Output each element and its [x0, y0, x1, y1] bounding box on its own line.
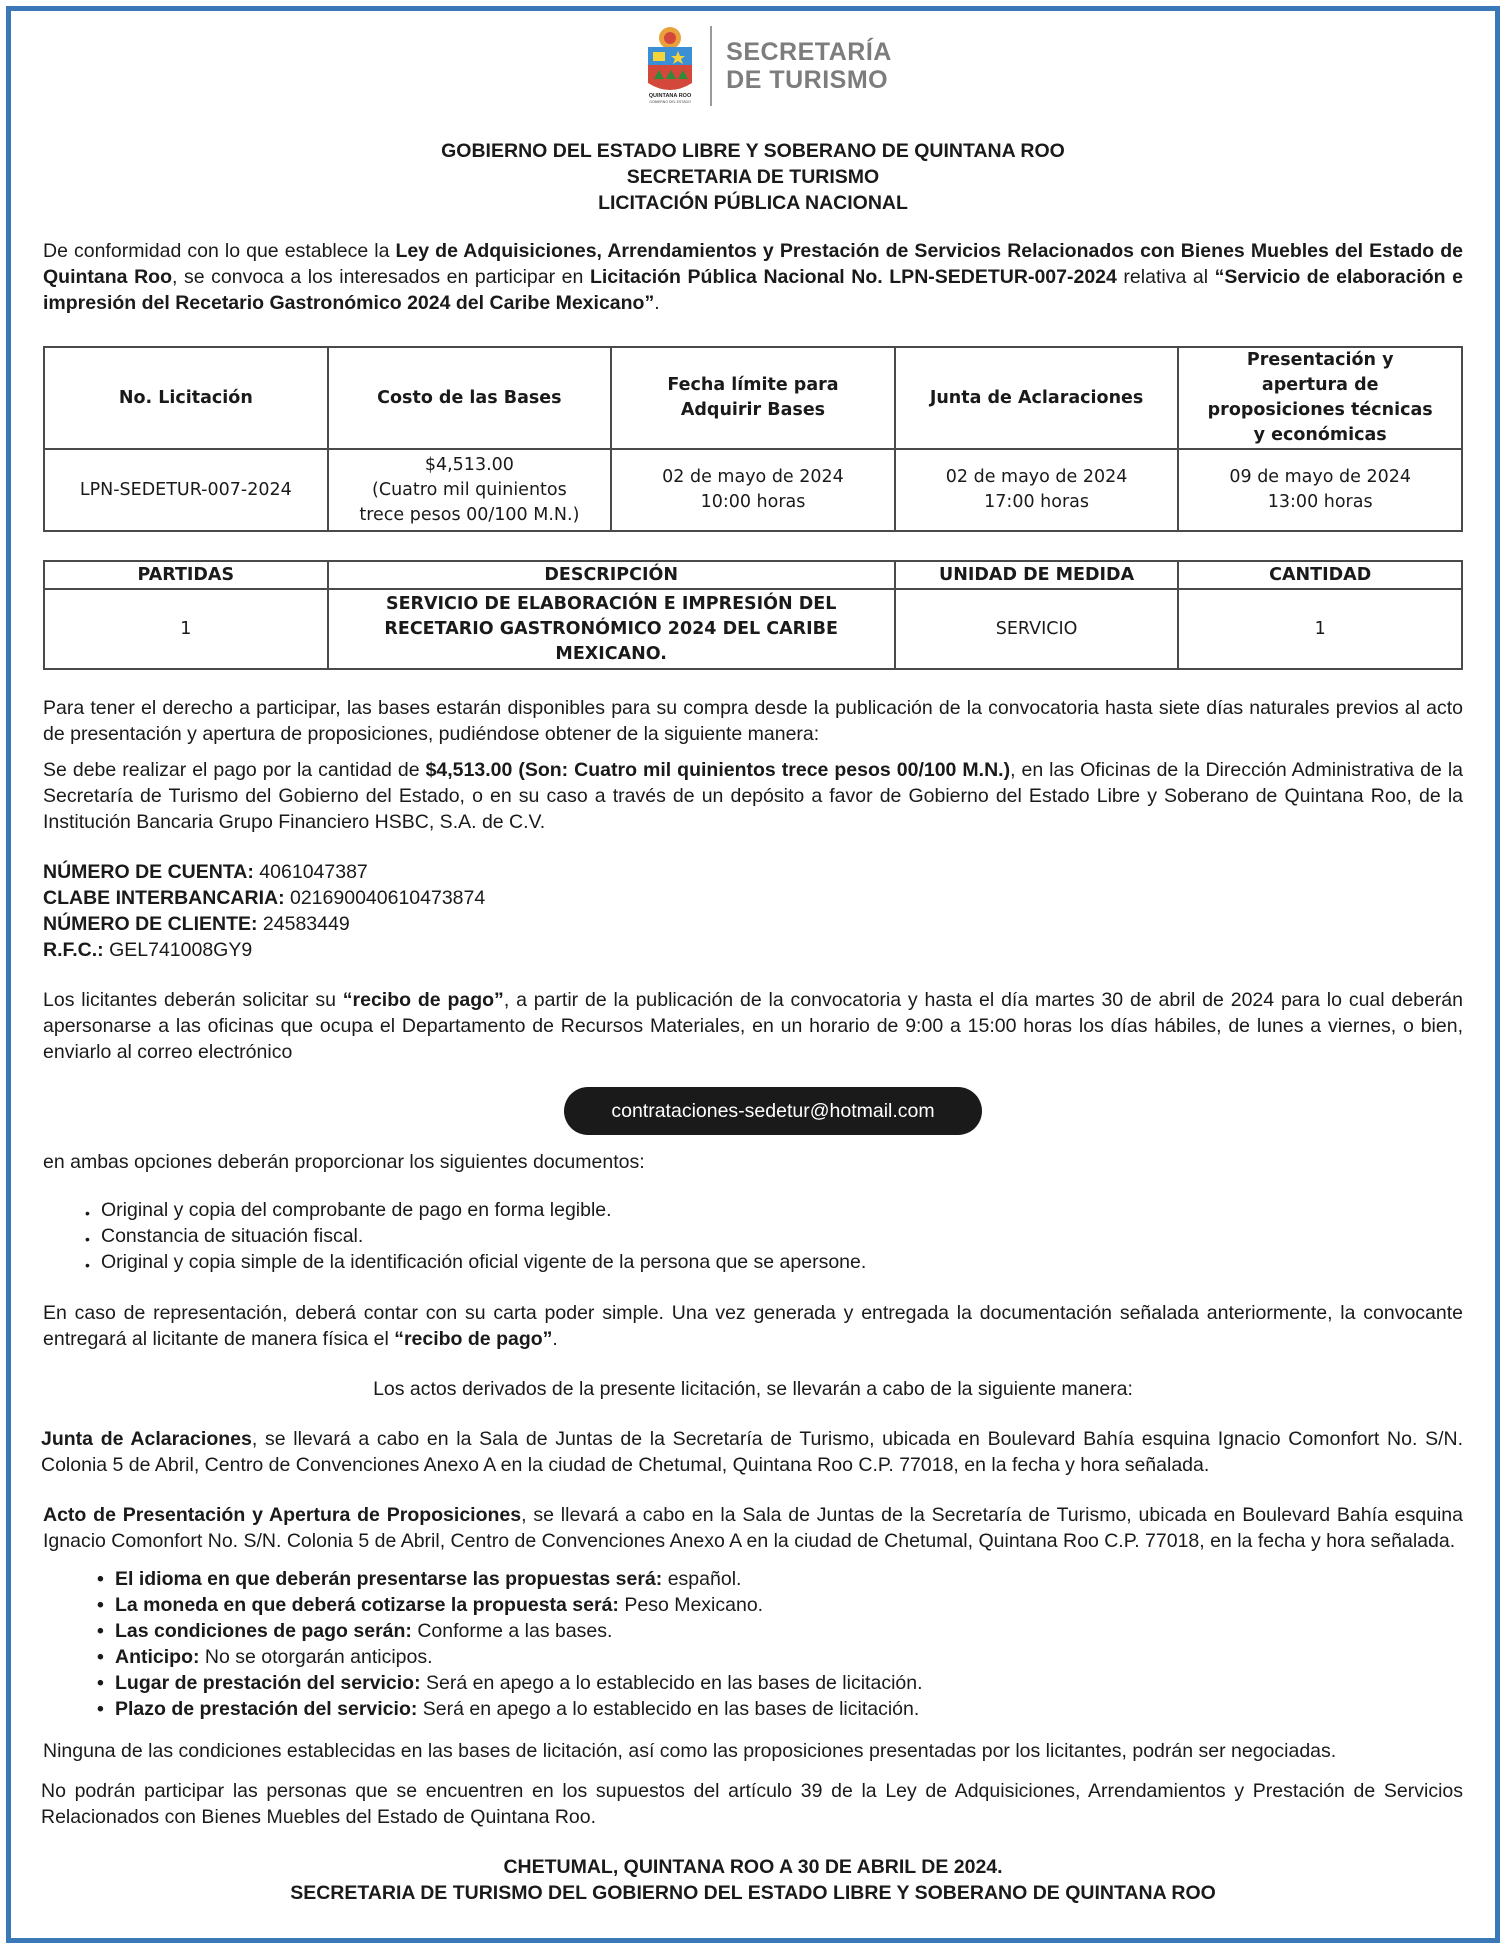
- list-item: • Lugar de prestación del servicio: Será en apego a lo establecido en las bases de licitación.: [115, 1670, 1463, 1696]
- list-item: • Anticipo: No se otorgarán anticipos.: [115, 1644, 1463, 1670]
- table-cell: 1: [1178, 589, 1462, 669]
- bank-account-info: NÚMERO DE CUENTA: 4061047387 CLABE INTERBANCARIA: 021690040610473874 NÚMERO DE CLIENTE: 24583449 R.F.C.: GEL741008GY9: [43, 861, 486, 961]
- table-header: Fecha límite para Adquirir Bases: [611, 347, 895, 449]
- table-header-row: [44, 561, 1462, 589]
- table-header: Presentación y apertura de proposiciones técnicas y económicas: [1178, 347, 1462, 449]
- list-item: • Las condiciones de pago serán: Conforme a las bases.: [115, 1618, 1463, 1644]
- intro-paragraph: De conformidad con lo que establece la Ley de Adquisiciones, Arrendamientos y Prestación de Servicios Relacionados con Bienes Muebles del Estado de Quintana Roo, se convoca a los interesados en participar en Licitación Pública Nacional No. LPN-SEDETUR-007-2024 relativa al “Servicio de elaboración e impresión del Recetario Gastronómico 2024 del Caribe Mexicano”.: [43, 240, 1463, 314]
- list-item: • Constancia de situación fiscal.: [101, 1223, 1463, 1249]
- acts-intro: Los actos derivados de la presente licitación, se llevarán a cabo de la siguiente manera:: [373, 1378, 1133, 1400]
- table-header: Junta de Aclaraciones: [895, 347, 1179, 449]
- closing-signature: CHETUMAL, QUINTANA ROO A 30 DE ABRIL DE 2024. SECRETARIA DE TURISMO DEL GOBIERNO DEL ESTADO LIBRE Y SOBERANO DE QUINTANA ROO: [290, 1856, 1216, 1904]
- svg-text:QUINTANA ROO: QUINTANA ROO: [648, 93, 692, 99]
- representation-paragraph: En caso de representación, deberá contar con su carta poder simple. Una vez generada y entregada la documentación señalada anteriormente, la convocante entregará al licitante de manera física el “recibo de pago”.: [43, 1302, 1463, 1350]
- table-row: [44, 589, 1462, 669]
- table-header: DESCRIPCIÓN: [328, 561, 895, 589]
- documents-intro: en ambas opciones deberán proporcionar los siguientes documentos:: [43, 1151, 645, 1173]
- logo-divider: [710, 26, 712, 106]
- clarifications-paragraph: Junta de Aclaraciones, se llevará a cabo en la Sala de Juntas de la Secretaría de Turismo, ubicada en Boulevard Bahía esquina Ignacio Comonfort No. S/N. Colonia 5 de Abril, Centro de Convenciones Anexo A en la ciudad de Chetumal, Quintana Roo C.P. 77018, en la fecha y hora señalada.: [41, 1428, 1464, 1476]
- logo-wordmark: SECRETARÍA DE TURISMO: [726, 38, 892, 94]
- table-cell: 1: [44, 589, 328, 669]
- list-item: • El idioma en que deberán presentarse las propuestas será: español.: [115, 1566, 1463, 1592]
- table-header: PARTIDAS: [44, 561, 328, 589]
- header-logo: [73, 16, 1463, 116]
- table-cell: 02 de mayo de 2024 17:00 horas: [895, 449, 1179, 531]
- documents-list: [101, 1197, 1463, 1275]
- table-cell: SERVICIO DE ELABORACIÓN E IMPRESIÓN DEL RECETARIO GASTRONÓMICO 2024 DEL CARIBE MEXICANO.: [328, 589, 895, 669]
- conditions-list: [115, 1566, 1463, 1722]
- email-container: [83, 1087, 1463, 1135]
- table-header: CANTIDAD: [1178, 561, 1462, 589]
- list-item: • Plazo de prestación del servicio: Será en apego a lo establecido en las bases de licitación.: [115, 1696, 1463, 1722]
- list-item: • Original y copia del comprobante de pago en forma legible.: [101, 1197, 1463, 1223]
- table-cell: SERVICIO: [895, 589, 1179, 669]
- table-header-row: [44, 347, 1462, 449]
- quintana-roo-seal-icon: [644, 25, 696, 107]
- list-item: • La moneda en que deberá cotizarse la propuesta será: Peso Mexicano.: [115, 1592, 1463, 1618]
- items-table: [43, 560, 1463, 670]
- svg-text:GOBIERNO DEL ESTADO: GOBIERNO DEL ESTADO: [649, 100, 691, 104]
- table-header: Costo de las Bases: [328, 347, 612, 449]
- schedule-table: [43, 346, 1463, 532]
- availability-paragraph: Para tener el derecho a participar, las bases estarán disponibles para su compra desde la publicación de la convocatoria hasta siete días naturales previos al acto de presentación y apertura de proposiciones, pudiéndose obtener de la siguiente manera:: [43, 697, 1463, 745]
- table-cell: 09 de mayo de 2024 13:00 horas: [1178, 449, 1462, 531]
- email-badge[interactable]: contrataciones-sedetur@hotmail.com: [564, 1087, 982, 1135]
- table-header: UNIDAD DE MEDIDA: [895, 561, 1179, 589]
- table-header: No. Licitación: [44, 347, 328, 449]
- table-row: [44, 449, 1462, 531]
- presentation-paragraph: Acto de Presentación y Apertura de Proposiciones, se llevará a cabo en la Sala de Juntas de la Secretaría de Turismo, ubicada en Boulevard Bahía esquina Ignacio Comonfort No. S/N. Colonia 5 de Abril, Centro de Convenciones Anexo A en la ciudad de Chetumal, Quintana Roo C.P. 77018, en la fecha y hora señalada.: [43, 1504, 1463, 1552]
- exclusion-paragraph: No podrán participar las personas que se encuentren en los supuestos del artículo 39 de la Ley de Adquisiciones, Arrendamientos y Prestación de Servicios Relacionados con Bienes Muebles del Estado de Quintana Roo.: [41, 1780, 1463, 1828]
- payment-paragraph: Se debe realizar el pago por la cantidad de $4,513.00 (Son: Cuatro mil quinientos trece pesos 00/100 M.N.), en las Oficinas de la Dirección Administrativa de la Secretaría de Turismo del Gobierno del Estado, o en su caso a través de un depósito a favor de Gobierno del Estado Libre y Soberano de Quintana Roo, de la Institución Bancaria Grupo Financiero HSBC, S.A. de C.V.: [43, 759, 1463, 833]
- table-cell: $4,513.00 (Cuatro mil quinientos trece pesos 00/100 M.N.): [328, 449, 612, 531]
- table-cell: 02 de mayo de 2024 10:00 horas: [611, 449, 895, 531]
- list-item: • Original y copia simple de la identificación oficial vigente de la persona que se apersone.: [101, 1249, 1463, 1275]
- negotiation-paragraph: Ninguna de las condiciones establecidas en las bases de licitación, así como las proposiciones presentadas por los licitantes, podrán ser negociadas.: [43, 1740, 1337, 1762]
- receipt-paragraph: Los licitantes deberán solicitar su “recibo de pago”, a partir de la publicación de la convocatoria y hasta el día martes 30 de abril de 2024 para lo cual deberán apersonarse a las oficinas que ocupa el Departamento de Recursos Materiales, en un horario de 9:00 a 15:00 horas los días hábiles, de lunes a viernes, o bien, enviarlo al correo electrónico: [43, 989, 1463, 1063]
- document-heading: GOBIERNO DEL ESTADO LIBRE Y SOBERANO DE QUINTANA ROO SECRETARIA DE TURISMO LICITACIÓN PÚBLICA NACIONAL: [441, 140, 1065, 214]
- table-cell: LPN-SEDETUR-007-2024: [44, 449, 328, 531]
- document-page: [43, 16, 1463, 1906]
